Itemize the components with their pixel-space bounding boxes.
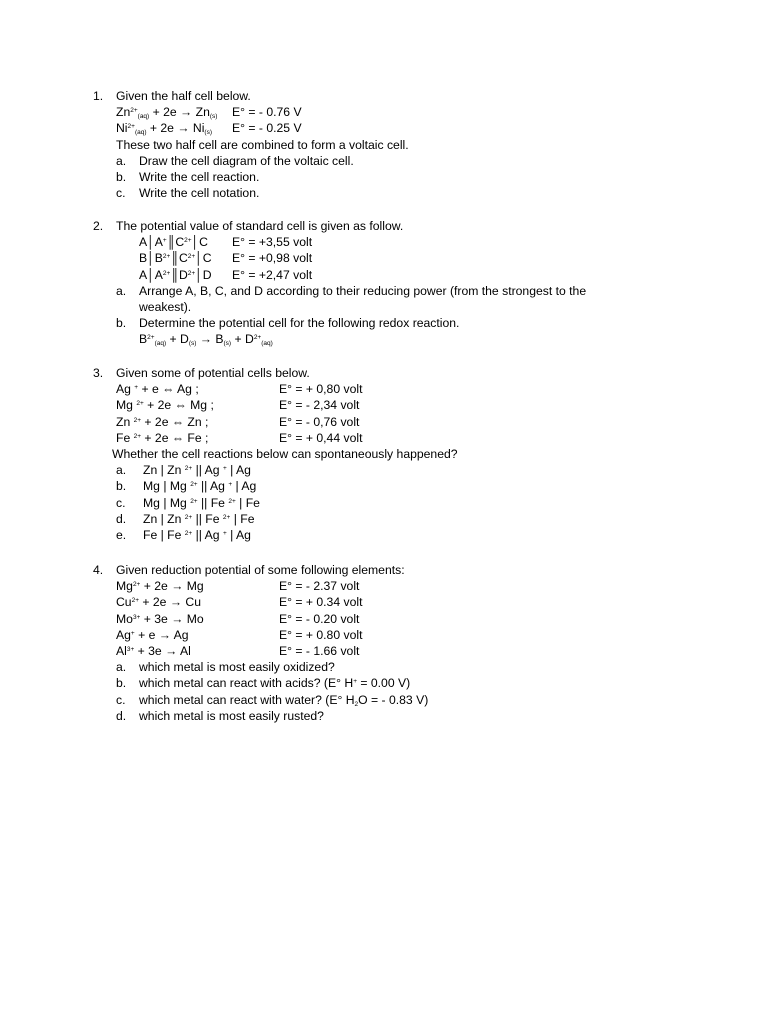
cell-notation: $A│A^{2+}║D^{2+}│D$ E° = +2,47 volt bbox=[139, 267, 313, 282]
electrode-potential: E° = - 0.76 V bbox=[232, 105, 302, 120]
reduction-reaction: $Mg^{2+} + 2e \to Mg$ E° = - 2.37 volt bbox=[116, 579, 360, 594]
list-item: d. which metal is most easily rusted? bbox=[116, 708, 324, 723]
list-item: e. Fe | Fe $^{2+}$ || Ag + | Ag bbox=[116, 527, 251, 542]
reduction-reaction: Ag+ + e → Ag E° = + 0.80 volt bbox=[116, 627, 363, 642]
reduction-reaction: $Cu^{2+} + 2e \to Cu$ E° = + 0.34 volt bbox=[116, 595, 363, 610]
list-item: a. Arrange A, B, C, and D according to their reducing power (from the strongest to the bbox=[116, 283, 587, 298]
question-4 bbox=[0, 562, 768, 724]
list-item: b. Mg | Mg $^{2+}$ || Ag + | Ag bbox=[116, 479, 257, 494]
half-cell-equation: $Ni^{2+}_{(aq)} + 2e \to Ni_{(s)}$ E° = - 0.25 V bbox=[116, 121, 302, 137]
question-text: Whether the cell reactions below can spontaneously happened? bbox=[112, 446, 458, 461]
list-item: a. Draw the cell diagram of the voltaic cell. bbox=[116, 153, 354, 168]
redox-reaction: $B^{2+}_{(aq)} + D_{(s)} \to B_{(s)} + D^{2+}_{(aq)}$ bbox=[139, 332, 273, 348]
question-intro: Given reduction potential of some following elements: bbox=[116, 563, 405, 577]
electrode-potential: E° = - 0.25 V bbox=[232, 121, 302, 136]
reduction-reaction: $Al^{3+} + 3e \to Al$ E° = - 1.66 volt bbox=[116, 643, 360, 658]
list-item: b. Write the cell reaction. bbox=[116, 169, 260, 184]
question-intro: The potential value of standard cell is given as follow. bbox=[116, 219, 404, 233]
list-item: d. Zn | Zn $^{2+}$ || Fe $^{2+}$ | Fe bbox=[116, 511, 255, 526]
list-item: c. Write the cell notation. bbox=[116, 186, 260, 201]
half-reaction: Ag + + e ⇔ Ag ; E° = + 0,80 volt bbox=[116, 382, 363, 397]
cell-notation: $B│B^{2+}║C^{2+}│C$ E° = +0,98 volt bbox=[139, 251, 313, 266]
question-number: 2. bbox=[93, 219, 104, 233]
question-1 bbox=[0, 88, 768, 201]
question-3 bbox=[0, 365, 768, 543]
list-item: a. Zn | Zn $^{2+}$ || Ag + | Ag bbox=[116, 463, 251, 478]
question-number: 1. bbox=[93, 89, 104, 103]
list-item: b. which metal can react with acids? (E° H+ = 0.00 V) bbox=[116, 676, 411, 691]
list-item-continuation: weakest). bbox=[139, 299, 192, 314]
half-reaction: Fe $^{2+}$ + 2e ⇔ Fe ; E° = + 0,44 volt bbox=[116, 430, 363, 445]
cell-notation: $A│A^+║C^{2+}│C$ E° = +3,55 volt bbox=[139, 235, 313, 250]
half-reaction: Mg $^{2+}$ + 2e ⇔ Mg ; E° = - 2,34 volt bbox=[116, 398, 360, 413]
list-item: c. Mg | Mg $^{2+}$ || Fe $^{2+}$ | Fe bbox=[116, 495, 260, 510]
question-2 bbox=[0, 218, 768, 348]
list-item: a. which metal is most easily oxidized? bbox=[116, 660, 335, 675]
question-intro: Given some of potential cells below. bbox=[116, 366, 310, 380]
question-number: 4. bbox=[93, 563, 104, 577]
list-item: b. Determine the potential cell for the following redox reaction. bbox=[116, 316, 460, 331]
question-number: 3. bbox=[93, 366, 104, 380]
question-intro: Given the half cell below. bbox=[116, 89, 251, 103]
reduction-reaction: $Mo^{3+} + 3e \to Mo$ E° = - 0.20 volt bbox=[116, 611, 360, 626]
half-cell-equation: $Zn^{2+}_{(aq)} + 2e \to Zn_{(s)}$ E° = - 0.76 V bbox=[116, 105, 302, 121]
question-text: These two half cell are combined to form a voltaic cell. bbox=[116, 137, 409, 152]
half-reaction: Zn $^{2+}$ + 2e ⇔ Zn ; E° = - 0,76 volt bbox=[116, 414, 360, 429]
list-item: c. which metal can react with water? (E° $H_2O$ = - 0.83 V) bbox=[116, 692, 429, 708]
